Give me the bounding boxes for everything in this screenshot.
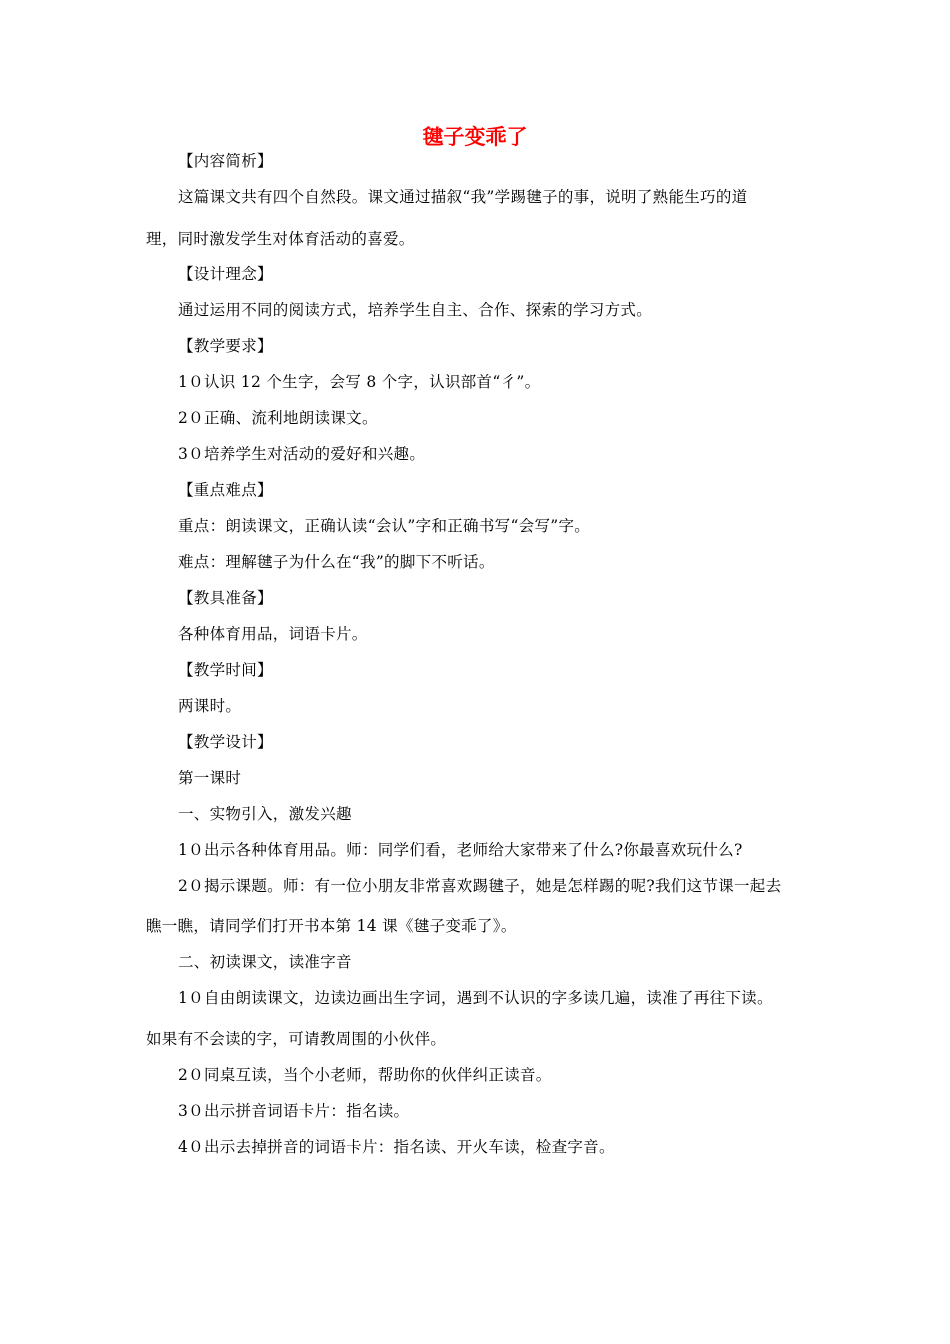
list-item: 2０同桌互读，当个小老师，帮助你的伙伴纠正读音。 <box>178 1066 552 1084</box>
heading-teaching-design: 【教学设计】 <box>178 733 273 751</box>
paragraph-line: 难点：理解毽子为什么在“我”的脚下不听话。 <box>178 553 495 571</box>
list-item: 4０出示去掉拼音的词语卡片：指名读、开火车读，检查字音。 <box>178 1138 615 1156</box>
paragraph-line: 两课时。 <box>178 697 242 715</box>
heading-content-summary: 【内容简析】 <box>178 152 273 170</box>
paragraph-line: 第一课时 <box>178 769 242 787</box>
paragraph-line: 这篇课文共有四个自然段。课文通过描叙“我”学踢毽子的事，说明了熟能生巧的道 <box>178 188 748 206</box>
paragraph-line: 理，同时激发学生对体育活动的喜爱。 <box>146 230 415 248</box>
paragraph-line: 各种体育用品，词语卡片。 <box>178 625 368 643</box>
list-item: 1０认识 12 个生字，会写 8 个字，认识部首“彳”。 <box>178 373 541 391</box>
document-title: 毽子变乖了 <box>422 125 528 149</box>
list-item: 1０出示各种体育用品。师：同学们看，老师给大家带来了什么?你最喜欢玩什么? <box>178 841 743 859</box>
paragraph-line: 如果有不会读的字，可请教周围的小伙伴。 <box>146 1030 447 1048</box>
list-item: 1０自由朗读课文，边读边画出生字词，遇到不认识的字多读几遍，读准了再往下读。 <box>178 989 773 1007</box>
section-heading: 二、初读课文，读准字音 <box>178 953 352 971</box>
heading-teaching-time: 【教学时间】 <box>178 661 273 679</box>
list-item: 3０培养学生对活动的爱好和兴趣。 <box>178 445 426 463</box>
list-item: 3０出示拼音词语卡片：指名读。 <box>178 1102 410 1120</box>
list-item: 2０正确、流利地朗读课文。 <box>178 409 378 427</box>
heading-teaching-requirements: 【教学要求】 <box>178 337 273 355</box>
heading-design-concept: 【设计理念】 <box>178 265 273 283</box>
paragraph-line: 通过运用不同的阅读方式，培养学生自主、合作、探索的学习方式。 <box>178 301 653 319</box>
paragraph-line: 重点：朗读课文，正确认读“会认”字和正确书写“会写”字。 <box>178 517 591 535</box>
list-item: 2０揭示课题。师：有一位小朋友非常喜欢踢毽子，她是怎样踢的呢?我们这节课一起去 <box>178 877 782 895</box>
heading-key-points: 【重点难点】 <box>178 481 273 499</box>
paragraph-line: 瞧一瞧，请同学们打开书本第 14 课《毽子变乖了》。 <box>146 917 517 935</box>
section-heading: 一、实物引入，激发兴趣 <box>178 805 352 823</box>
heading-teaching-aids: 【教具准备】 <box>178 589 273 607</box>
